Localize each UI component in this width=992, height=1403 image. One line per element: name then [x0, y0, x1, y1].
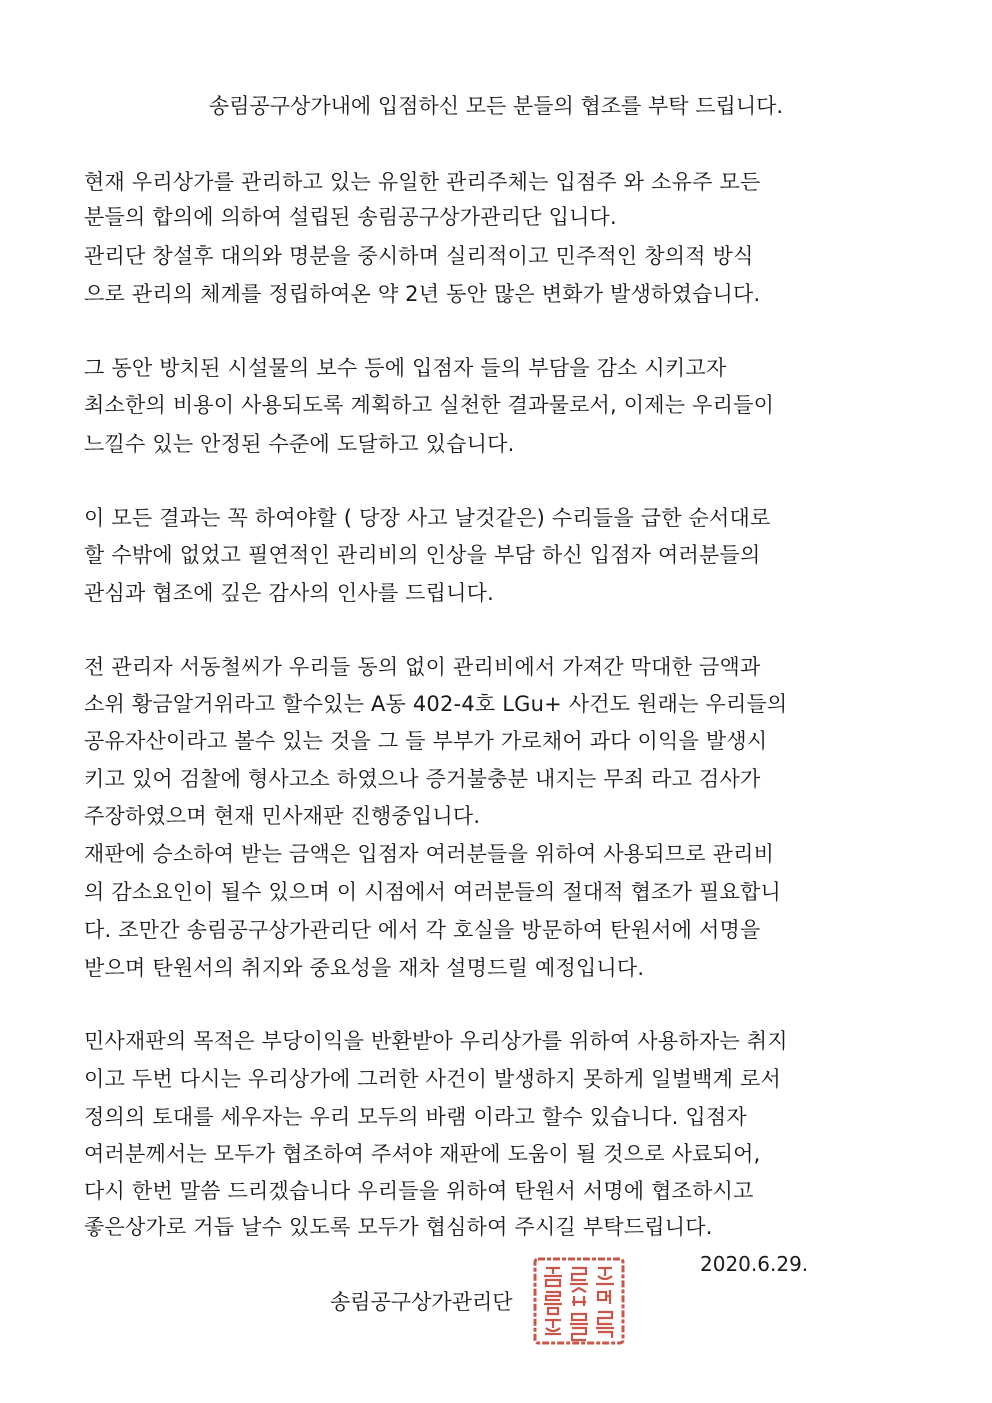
paragraph-1-line-1: 현재 우리상가를 관리하고 있는 유일한 관리주체는 입점주 와 소유주 모든: [84, 170, 761, 194]
paragraph-5-line-5: 다시 한번 말씀 드리겠습니다 우리들을 위하여 탄원서 서명에 협조하시고: [84, 1179, 754, 1203]
paragraph-4-line-1: 전 관리자 서동철씨가 우리들 동의 없이 관리비에서 가져간 막대한 금액과: [84, 655, 761, 679]
paragraph-5-line-1: 민사재판의 목적은 부당이익을 반환받아 우리상가를 위하여 사용하자는 취지: [84, 1029, 788, 1053]
paragraph-4-line-8: 다. 조만간 송림공구상가관리단 에서 각 호실을 방문하여 탄원서에 서명을: [84, 918, 761, 942]
paragraph-4-line-7: 의 감소요인이 될수 있으며 이 시점에서 여러분들의 절대적 협조가 필요합니: [84, 880, 781, 904]
paragraph-3-line-2: 할 수밖에 없었고 필연적인 관리비의 인상을 부담 하신 입점자 여러분들의: [84, 543, 761, 567]
paragraph-5-line-3: 정의의 토대를 세우자는 우리 모두의 바램 이라고 할수 있습니다. 입점자: [84, 1105, 747, 1129]
organization-seal-stamp: [532, 1256, 626, 1346]
paragraph-4-line-6: 재판에 승소하여 받는 금액은 입점자 여러분들을 위하여 사용되므로 관리비: [84, 842, 775, 866]
paragraph-5-line-4: 여러분께서는 모두가 협조하여 주셔야 재판에 도움이 될 것으로 사료되어,: [84, 1142, 761, 1166]
paragraph-2-line-2: 최소한의 비용이 사용되도록 계획하고 실천한 결과물로서, 이제는 우리들이: [84, 393, 775, 417]
document-title: 송림공구상가내에 입점하신 모든 분들의 협조를 부탁 드립니다.: [208, 94, 784, 118]
paragraph-4-line-2: 소위 황금알거위라고 할수있는 A동 402-4호 LGu+ 사건도 원래는 우리들의: [84, 692, 788, 716]
paragraph-1-line-4: 으로 관리의 체계를 정립하여온 약 2년 동안 많은 변화가 발생하였습니다.: [84, 282, 761, 306]
paragraph-3-line-1: 이 모든 결과는 꼭 하여야할 ( 당장 사고 날것같은) 수리들을 급한 순서대로: [84, 506, 771, 530]
document-date: 2020.6.29.: [700, 1252, 809, 1276]
paragraph-5-line-6: 좋은상가로 거듭 날수 있도록 모두가 협심하여 주시길 부탁드립니다.: [84, 1215, 713, 1239]
paragraph-5-line-2: 이고 두번 다시는 우리상가에 그러한 사건이 발생하지 못하게 일벌백계 로서: [84, 1067, 781, 1091]
paragraph-3-line-3: 관심과 협조에 깊은 감사의 인사를 드립니다.: [84, 581, 494, 605]
paragraph-2-line-1: 그 동안 방치된 시설물의 보수 등에 입점자 들의 부담을 감소 시키고자: [84, 356, 727, 380]
paragraph-2-line-3: 느낄수 있는 안정된 수준에 도달하고 있습니다.: [84, 432, 515, 456]
paragraph-4-line-9: 받으며 탄원서의 취지와 중요성을 재차 설명드릴 예정입니다.: [84, 956, 645, 980]
paragraph-4-line-3: 공유자산이라고 볼수 있는 것을 그 들 부부가 가로채어 과다 이익을 발생시: [84, 729, 768, 753]
paragraph-1-line-3: 관리단 창설후 대의와 명분을 중시하며 실리적이고 민주적인 창의적 방식: [84, 244, 754, 268]
organization-name: 송림공구상가관리단: [330, 1290, 513, 1314]
paragraph-4-line-4: 키고 있어 검찰에 형사고소 하였으나 증거불충분 내지는 무죄 라고 검사가: [84, 767, 761, 791]
paragraph-4-line-5: 주장하였으며 현재 민사재판 진행중입니다.: [84, 804, 481, 828]
paragraph-1-line-2: 분들의 합의에 의하여 설립된 송림공구상가관리단 입니다.: [84, 205, 617, 229]
